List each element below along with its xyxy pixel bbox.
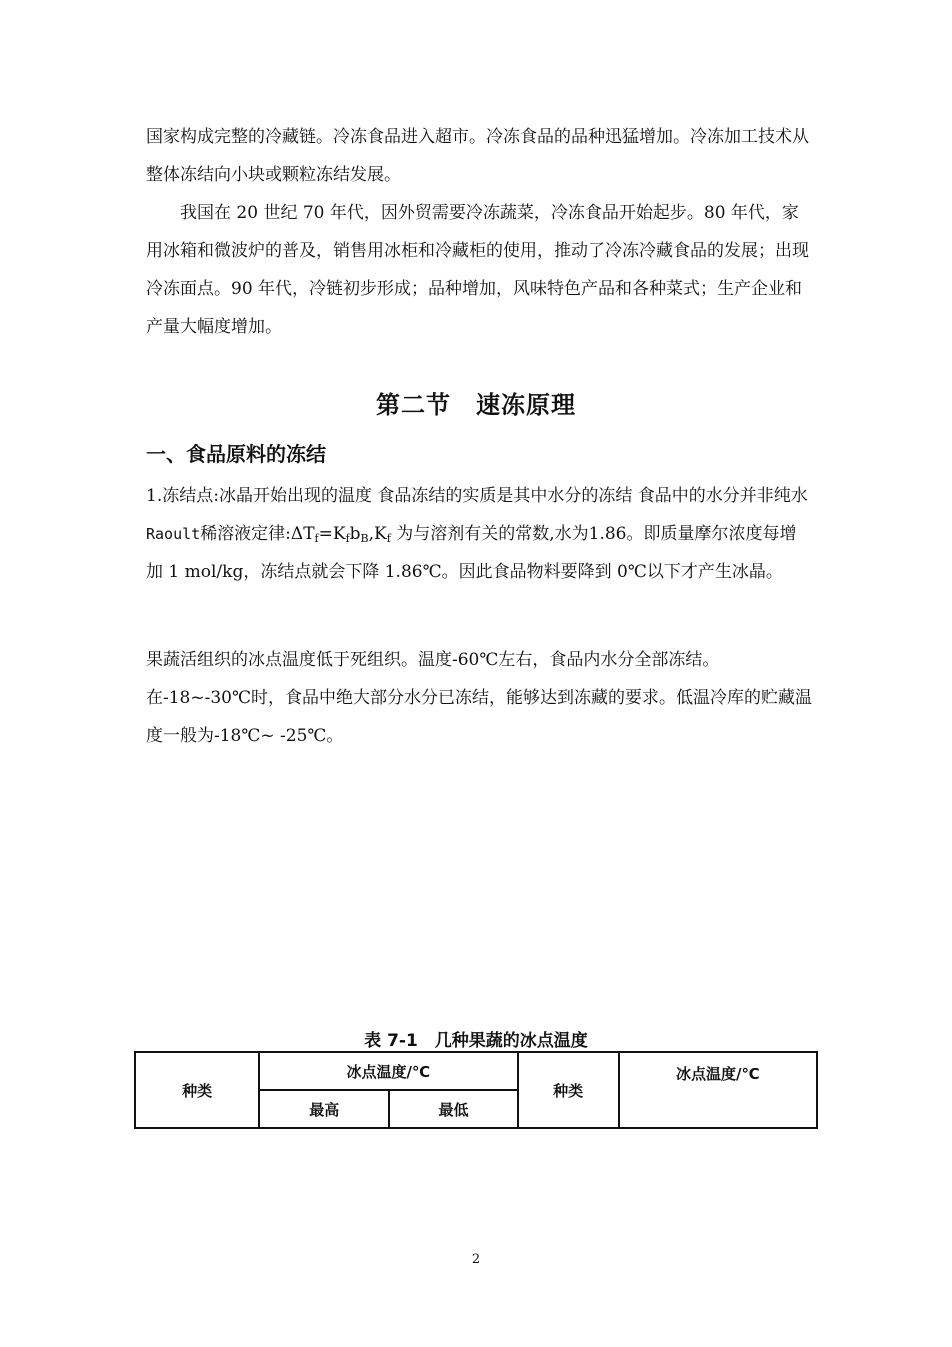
page-number: 2 <box>471 1252 481 1267</box>
formula-value: 1.86 <box>588 524 627 544</box>
formula-sub-f2: f <box>345 532 350 545</box>
formula-b: b <box>349 524 361 544</box>
header-freeze-temp-2: 冰点温度/℃ <box>619 1052 817 1128</box>
formula-sub-b: B <box>360 532 369 545</box>
raoult-law-label: 稀溶液定律: <box>200 524 291 544</box>
formula-eq: =K <box>318 524 346 544</box>
formula-sub-f3: f <box>386 532 391 545</box>
freezing-point-intro: 1.冻结点:冰晶开始出现的温度 食品冻结的实质是其中水分的冻结 食品中的水分并非纯水 <box>146 486 808 506</box>
paragraph-china-history: 我国在 20 世纪 70 年代，因外贸需要冷冻蔬菜，冷冻食品开始起步。80 年代，家用冰箱和微波炉的普及，销售用冰柜和冷藏柜的使用，推动了冷冻冷藏食品的发展；出现冷冻面点。90 年代，冷链初步形成；品种增加，风味特色产品和各种菜式；生产企业和产量大幅度增加。 <box>146 203 809 337</box>
subsection-title: 一、食品原料的冻结 <box>146 442 326 466</box>
header-highest: 最高 <box>259 1090 389 1128</box>
header-lowest: 最低 <box>389 1090 517 1128</box>
formula-delta: ΔT <box>290 524 315 544</box>
freezing-point-table <box>134 1051 818 1129</box>
section-title: 第二节 速冻原理 <box>376 391 576 419</box>
raoult-term: Raoult <box>146 525 201 543</box>
formula-sub-f1: f <box>314 532 319 545</box>
formula-desc: 为与溶剂有关的常数,水为 <box>390 524 589 544</box>
paragraph-fruit-veg: 果蔬活组织的冰点温度低于死组织。温度-60℃左右，食品内水分全部冻结。 在-18~-30℃时，食品中绝大部分水分已冻结，能够达到冻藏的要求。低温冷库的贮藏温度一般为-18℃~ -25℃。 <box>146 650 813 746</box>
header-freeze-temp: 冰点温度/℃ <box>259 1052 517 1090</box>
paragraph-freezing-point <box>146 477 812 591</box>
paragraph-cold-chain: 国家构成完整的冷藏链。冷冻食品进入超市。冷冻食品的品种迅猛增加。冷冻加工技术从整体冻结向小块或颗粒冻结发展。 <box>146 127 809 185</box>
header-kind-2: 种类 <box>518 1052 619 1128</box>
formula-comma-k: ,K <box>368 524 387 544</box>
header-kind: 种类 <box>135 1052 259 1128</box>
table-caption: 表 7-1 几种果蔬的冰点温度 <box>364 1031 588 1051</box>
formula-end: 。 <box>626 524 644 544</box>
freezing-point-sentence2: 即质量摩尔浓度每增加 1 mol/kg，冻结点就会下降 1.86℃。因此食品物料要降到 0℃以下才产生冰晶。 <box>146 524 797 582</box>
